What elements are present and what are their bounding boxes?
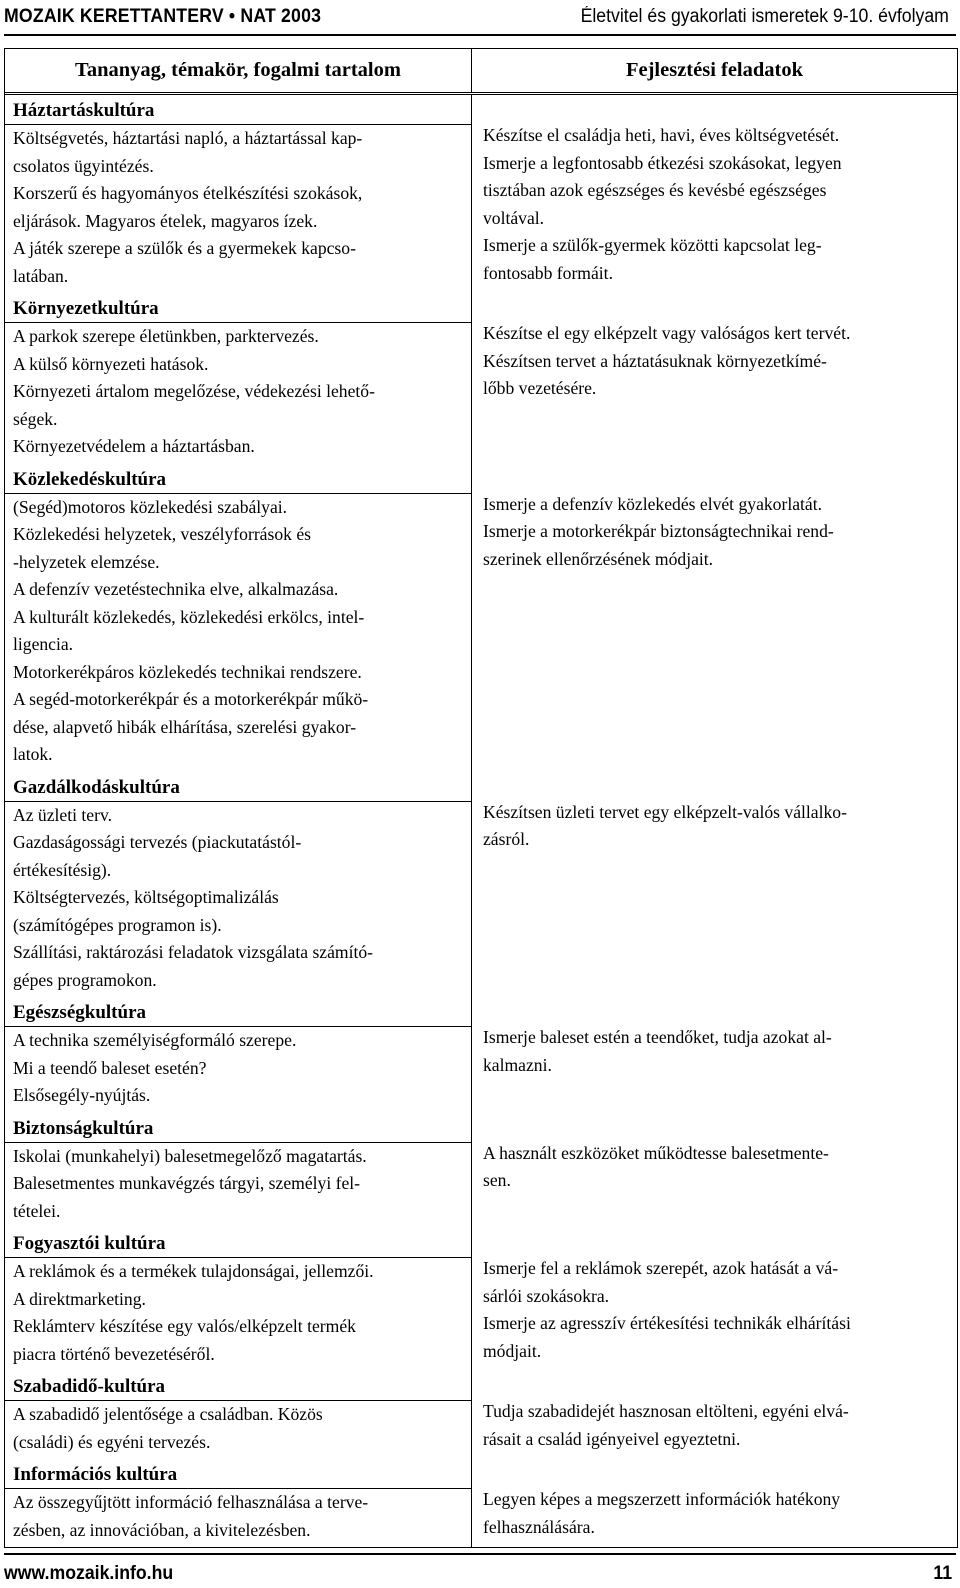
content-line: Balesetmentes munkavégzés tárgyi, személyi fel-: [13, 1173, 361, 1193]
task-line: sen.: [483, 1170, 511, 1190]
column-header-tasks: Fejlesztési feladatok: [625, 59, 804, 81]
task-line: lőbb vezetésére.: [483, 378, 597, 398]
content-line: A reklámok és a termékek tulajdonságai, jellemzői.: [13, 1261, 374, 1281]
content-line: (számítógépes programon is).: [13, 914, 222, 935]
content-line: (családi) és egyéni tervezés.: [13, 1431, 211, 1452]
section-content-cell: [5, 997, 472, 1113]
page-number: 11: [933, 1563, 952, 1584]
section-title: Közlekedéskultúra: [5, 464, 471, 494]
content-line: Szállítási, raktározási feladatok vizsgálata számító-: [13, 942, 374, 962]
section-title: Gazdálkodáskultúra: [5, 772, 471, 802]
section-title: Biztonságkultúra: [5, 1113, 471, 1143]
task-line: Készítsen üzleti tervet egy elképzelt-valós vállalko-: [483, 801, 847, 822]
table-section-row: [5, 997, 957, 1113]
task-line: Ismerje a motorkerékpár biztonságtechnikai rend-: [483, 521, 834, 541]
content-line: -helyzetek elemzése.: [13, 551, 160, 572]
section-title: Információs kultúra: [5, 1459, 471, 1489]
section-task-cell: [472, 1228, 957, 1371]
content-line: A kulturált közlekedés, közlekedési erkölcs, intel-: [13, 606, 365, 627]
content-line: csolatos ügyintézés.: [13, 155, 154, 176]
table-section-row: [5, 95, 957, 293]
task-line: Ismerje a legfontosabb étkezési szokásokat, legyen: [483, 152, 842, 173]
section-content-cell: [5, 1371, 472, 1459]
table-section-row: [5, 1371, 957, 1459]
task-line: rásait a család igényeivel egyeztetni.: [483, 1428, 741, 1449]
section-content-cell: [5, 1459, 472, 1547]
content-line: értékesítésig).: [13, 859, 112, 880]
section-task-cell: [472, 1113, 957, 1229]
content-line: Motorkerékpáros közlekedés technikai rendszere.: [13, 661, 362, 682]
section-task-cell: [472, 772, 957, 998]
section-title: Egészségkultúra: [5, 997, 471, 1027]
header-subject-title: Életvitel és gyakorlati ismeretek 9-10. évfolyam: [580, 6, 949, 27]
section-content-cell: [5, 772, 472, 998]
task-line: Készítse el családja heti, havi, éves költségvetését.: [483, 125, 840, 145]
content-line: Korszerű és hagyományos ételkészítési szokások,: [13, 183, 363, 203]
section-title: Háztartáskultúra: [5, 95, 471, 125]
table-section-row: [5, 293, 957, 464]
content-line: A szabadidő jelentősége a családban. Közös: [13, 1404, 323, 1424]
task-line: A használt eszközöket működtesse balesetmente-: [483, 1142, 829, 1163]
task-line: Ismerje az agresszív értékesítési technikák elhárítási: [483, 1313, 851, 1333]
content-line: eljárások. Magyaros ételek, magyaros ízek.: [13, 210, 318, 231]
section-task-cell: [472, 997, 957, 1113]
header-rule: [4, 34, 956, 36]
table-header-row: [5, 49, 957, 95]
task-line: sárlói szokásokra.: [483, 1285, 610, 1306]
task-line: Tudja szabadidejét hasznosan eltölteni, egyéni elvá-: [483, 1401, 849, 1421]
content-line: ségek.: [13, 408, 58, 429]
table-section-row: [5, 1228, 957, 1371]
header-series-title: MOZAIK KERETTANTERV • NAT 2003: [4, 6, 322, 27]
content-line: latában.: [13, 265, 69, 286]
task-line: Ismerje a defenzív közlekedés elvét gyakorlatát.: [483, 493, 823, 514]
content-line: dése, alapvető hibák elhárítása, szerelési gyakor-: [13, 716, 357, 737]
content-line: Költségtervezés, költségoptimalizálás: [13, 887, 279, 907]
content-line: Költségvetés, háztartási napló, a háztartással kap-: [13, 128, 363, 148]
content-line: gépes programokon.: [13, 969, 157, 990]
content-line: Közlekedési helyzetek, veszélyforrások és: [13, 524, 311, 544]
content-line: A direktmarketing.: [13, 1288, 146, 1309]
section-title: Fogyasztói kultúra: [5, 1228, 471, 1258]
content-line: Gazdaságossági tervezés (piackutatástól-: [13, 832, 302, 852]
task-line: Ismerje a szülők-gyermek közötti kapcsolat leg-: [483, 235, 822, 255]
content-line: A játék szerepe a szülők és a gyermekek kapcso-: [13, 238, 356, 258]
content-line: tételei.: [13, 1200, 61, 1221]
task-line: Ismerje baleset estén a teendőket, tudja azokat al-: [483, 1027, 832, 1047]
table-section-row: [5, 1459, 957, 1547]
section-task-cell: [472, 464, 957, 772]
task-line: szerinek ellenőrzésének módjait.: [483, 548, 714, 569]
task-line: módjait.: [483, 1340, 542, 1361]
task-line: Legyen képes a megszerzett információk hatékony: [483, 1489, 841, 1509]
content-line: Az összegyűjtött információ felhasználása a terve-: [13, 1492, 369, 1512]
column-header-content: Tananyag, témakör, fogalmi tartalom: [5, 49, 472, 92]
content-line: Környezeti ártalom megelőzése, védekezési lehető-: [13, 381, 375, 401]
table-body: [5, 95, 957, 1547]
section-content-cell: [5, 95, 472, 293]
content-line: Reklámterv készítése egy valós/elképzelt termék: [13, 1316, 356, 1336]
content-line: A defenzív vezetéstechnika elve, alkalmazása.: [13, 579, 339, 599]
content-line: latok.: [13, 744, 53, 764]
content-line: A külső környezeti hatások.: [13, 353, 209, 374]
curriculum-table: [4, 48, 958, 1548]
task-line: felhasználására.: [483, 1516, 595, 1537]
section-task-cell: [472, 1459, 957, 1547]
section-title: Környezetkultúra: [5, 293, 471, 323]
content-line: zésben, az innovációban, a kivitelezésben.: [13, 1519, 311, 1540]
footer-website: www.mozaik.info.hu: [4, 1563, 174, 1584]
section-task-cell: [472, 1371, 957, 1459]
task-line: Készítse el egy elképzelt vagy valóságos kert tervét.: [483, 323, 851, 343]
section-content-cell: [5, 293, 472, 464]
task-line: tisztában azok egészséges és kevésbé egészséges: [483, 180, 827, 200]
running-header: [4, 6, 956, 32]
table-section-row: [5, 1113, 957, 1229]
content-line: Mi a teendő baleset esetén?: [13, 1057, 207, 1078]
content-line: A technika személyiségformáló szerepe.: [13, 1030, 297, 1050]
task-line: voltával.: [483, 207, 545, 228]
content-line: Az üzleti terv.: [13, 804, 112, 825]
section-task-cell: [472, 293, 957, 464]
page-footer: [4, 1553, 956, 1585]
task-line: Ismerje fel a reklámok szerepét, azok hatását a vá-: [483, 1258, 839, 1278]
section-title: Szabadidő-kultúra: [5, 1371, 471, 1401]
task-line: Készítsen tervet a háztatásuknak környezetkímé-: [483, 350, 827, 371]
table-section-row: [5, 772, 957, 998]
section-content-cell: [5, 1228, 472, 1371]
content-line: piacra történő bevezetéséről.: [13, 1343, 215, 1364]
task-line: fontosabb formáit.: [483, 262, 613, 283]
section-task-cell: [472, 95, 957, 293]
section-content-cell: [5, 464, 472, 772]
table-section-row: [5, 464, 957, 772]
content-line: ligencia.: [13, 634, 74, 654]
section-content-cell: [5, 1113, 472, 1229]
content-line: Környezetvédelem a háztartásban.: [13, 436, 255, 456]
content-line: Iskolai (munkahelyi) balesetmegelőző magatartás.: [13, 1145, 367, 1166]
content-line: A parkok szerepe életünkben, parktervezés.: [13, 326, 319, 346]
content-line: Elsősegély-nyújtás.: [13, 1085, 151, 1105]
content-line: (Segéd)motoros közlekedési szabályai.: [13, 496, 288, 517]
content-line: A segéd-motorkerékpár és a motorkerékpár műkö-: [13, 689, 369, 709]
task-line: zásról.: [483, 829, 530, 849]
task-line: kalmazni.: [483, 1054, 552, 1075]
